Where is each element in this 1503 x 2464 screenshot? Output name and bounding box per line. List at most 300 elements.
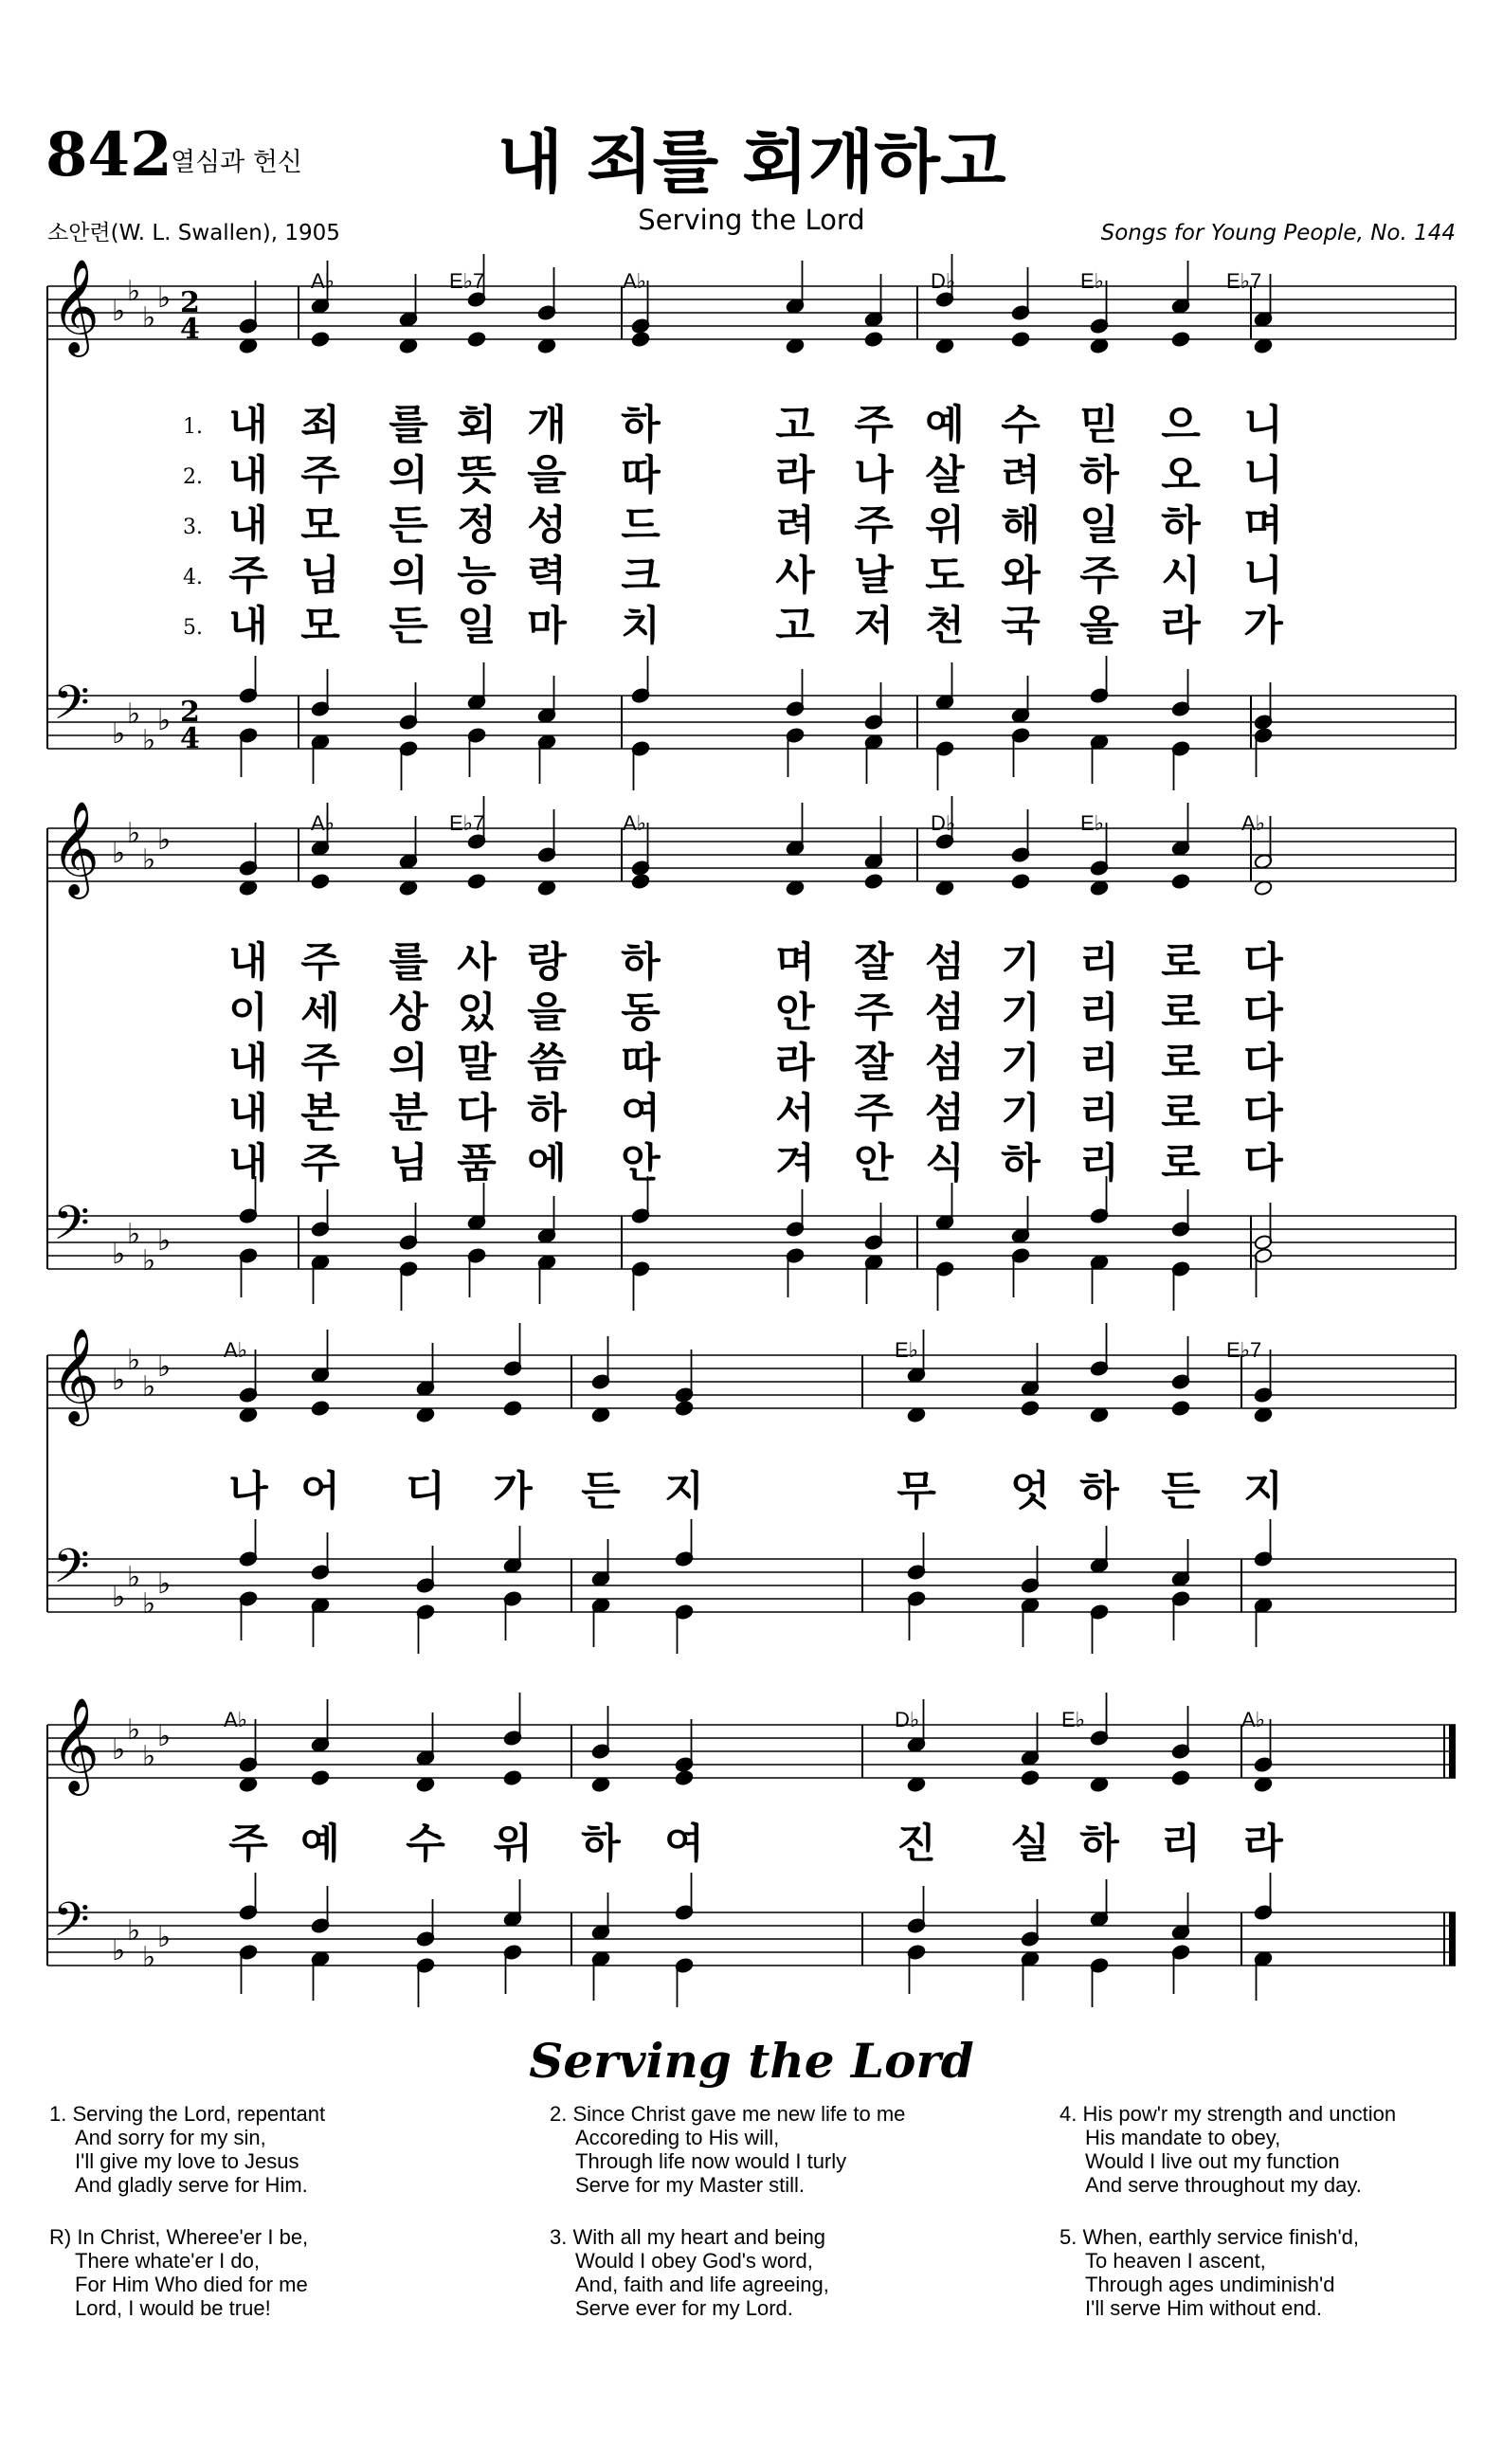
lyric-syllable: 려 bbox=[775, 502, 815, 550]
lyric-syllable: 든 bbox=[389, 603, 428, 650]
lyric-syllable: 잘 bbox=[854, 939, 894, 987]
lyric-syllable: 해 bbox=[1001, 502, 1041, 550]
lyric-syllable: 수 bbox=[406, 1821, 445, 1868]
lyric-syllable: 에 bbox=[527, 1140, 567, 1187]
verse-line: 5. When, earthly service finish'd, bbox=[1059, 2225, 1360, 2249]
verse-number: 3. bbox=[183, 516, 203, 539]
alto-note bbox=[907, 1776, 926, 1792]
lyric-syllable: 내 bbox=[228, 939, 268, 987]
lyric-syllable: 성 bbox=[527, 502, 567, 550]
lyric-syllable: 따 bbox=[621, 452, 661, 499]
alto-note bbox=[1171, 1769, 1190, 1785]
lyric-syllable: 다 bbox=[1243, 989, 1283, 1037]
verse-number: 5. bbox=[183, 616, 203, 640]
lyric-syllable: 며 bbox=[775, 939, 815, 987]
alto-note bbox=[786, 879, 805, 896]
chord-symbol: D♭ bbox=[895, 1708, 920, 1731]
source-credit: Songs for Young People, No. 144 bbox=[1100, 221, 1456, 245]
lyric-syllable: 다 bbox=[1243, 1040, 1283, 1087]
lyric-syllable: 믿 bbox=[1079, 402, 1119, 449]
lyric-syllable: 진 bbox=[896, 1821, 936, 1868]
lyric-syllable: 든 bbox=[1161, 1468, 1201, 1515]
alto-note bbox=[864, 331, 883, 347]
lyric-syllable: 오 bbox=[1161, 452, 1201, 499]
alto-note bbox=[786, 337, 805, 353]
lyric-syllable: 하 bbox=[581, 1821, 621, 1868]
lyric-syllable: 실 bbox=[1010, 1821, 1050, 1868]
lyric-syllable: 국 bbox=[1001, 603, 1041, 650]
flat-sign: ♭ bbox=[127, 698, 141, 731]
lyric-syllable: 모 bbox=[300, 603, 340, 650]
alto-note bbox=[537, 337, 556, 353]
chord-symbol: A♭ bbox=[1241, 811, 1266, 835]
lyric-syllable: 의 bbox=[389, 1040, 428, 1087]
alto-note bbox=[631, 873, 650, 889]
verse-line: And sorry for my sin, bbox=[75, 2126, 266, 2149]
alto-note bbox=[1090, 1406, 1109, 1422]
time-signature: 2 bbox=[180, 696, 200, 729]
lyric-syllable: 지 bbox=[1243, 1468, 1283, 1515]
verse-line: 3. With all my heart and being bbox=[550, 2225, 826, 2249]
flat-sign: ♭ bbox=[142, 843, 156, 877]
lyric-syllable: 섬 bbox=[925, 939, 965, 987]
lyric-syllable: 라 bbox=[1243, 1821, 1283, 1868]
lyric-syllable: 안 bbox=[854, 1140, 894, 1187]
lyric-syllable: 시 bbox=[1161, 553, 1201, 600]
lyric-syllable: 니 bbox=[1243, 553, 1283, 600]
alto-note bbox=[239, 879, 258, 896]
alto-note bbox=[1171, 873, 1190, 889]
lyric-syllable: 위 bbox=[493, 1821, 533, 1868]
chord-symbol: A♭ bbox=[623, 811, 647, 835]
lyric-syllable: 고 bbox=[775, 402, 815, 449]
lyric-syllable: 내 bbox=[228, 603, 268, 650]
flat-sign: ♭ bbox=[157, 1921, 172, 1954]
treble-clef: 𝄞 bbox=[51, 801, 100, 896]
lyric-syllable: 로 bbox=[1161, 1140, 1201, 1187]
alto-note bbox=[1254, 1776, 1273, 1792]
alto-note bbox=[311, 1400, 330, 1416]
alto-note bbox=[311, 1769, 330, 1785]
verse-line: Would I live out my function bbox=[1085, 2149, 1340, 2173]
lyric-syllable: 주 bbox=[854, 989, 894, 1037]
english-verse-2 bbox=[550, 2102, 905, 2197]
verse-line: There whate'er I do, bbox=[75, 2249, 260, 2273]
alto-note bbox=[399, 879, 418, 896]
time-signature: 4 bbox=[180, 313, 200, 346]
lyric-syllable: 섬 bbox=[925, 1090, 965, 1137]
lyric-syllable: 섬 bbox=[925, 1040, 965, 1087]
time-signature: 2 bbox=[180, 286, 200, 319]
alto-note bbox=[239, 1406, 258, 1422]
lyric-syllable: 내 bbox=[228, 1090, 268, 1137]
verse-line: Lord, I would be true! bbox=[75, 2296, 271, 2320]
flat-sign: ♭ bbox=[157, 704, 172, 737]
lyric-syllable: 라 bbox=[775, 1040, 815, 1087]
verse-line: Would I obey God's word, bbox=[575, 2249, 813, 2273]
english-verse-1 bbox=[49, 2102, 325, 2197]
hymn-category: 열심과 헌신 bbox=[171, 148, 302, 177]
bass-clef: 𝄢 bbox=[53, 1196, 90, 1262]
alto-note bbox=[1021, 1400, 1040, 1416]
alto-note bbox=[1090, 879, 1109, 896]
verse-number: 4. bbox=[183, 566, 203, 589]
lyric-syllable: 예 bbox=[300, 1821, 340, 1868]
lyric-syllable: 내 bbox=[228, 1140, 268, 1187]
flat-sign: ♭ bbox=[112, 1581, 126, 1614]
lyric-syllable: 안 bbox=[775, 989, 815, 1037]
verse-line: Through life now would I turly bbox=[575, 2149, 847, 2173]
lyric-syllable: 하 bbox=[1001, 1140, 1041, 1187]
lyric-syllable: 따 bbox=[621, 1040, 661, 1087]
lyric-syllable: 뜻 bbox=[457, 452, 497, 499]
alto-note bbox=[416, 1776, 435, 1792]
lyric-syllable: 라 bbox=[1161, 603, 1201, 650]
alto-note bbox=[1254, 879, 1273, 896]
alto-note bbox=[1011, 873, 1030, 889]
flat-sign: ♭ bbox=[142, 301, 156, 335]
lyric-syllable: 이 bbox=[228, 989, 268, 1037]
verse-number: 2. bbox=[183, 465, 203, 489]
flat-sign: ♭ bbox=[127, 1914, 141, 1948]
english-verses-title: Serving the Lord bbox=[529, 2033, 974, 2089]
lyric-syllable: 와 bbox=[1001, 553, 1041, 600]
lyric-syllable: 로 bbox=[1161, 1090, 1201, 1137]
flat-sign: ♭ bbox=[112, 295, 126, 328]
lyric-syllable: 리 bbox=[1079, 1040, 1119, 1087]
flat-sign: ♭ bbox=[112, 837, 126, 870]
flat-sign: ♭ bbox=[142, 1941, 156, 1974]
flat-sign: ♭ bbox=[157, 1350, 172, 1384]
verse-line: R) In Christ, Wheree'er I be, bbox=[49, 2225, 309, 2249]
chord-symbol: A♭ bbox=[1241, 1708, 1266, 1731]
alto-note bbox=[1090, 1776, 1109, 1792]
lyric-syllable: 여 bbox=[664, 1821, 704, 1868]
lyric-syllable: 날 bbox=[854, 553, 894, 600]
alto-note bbox=[675, 1769, 694, 1785]
lyric-syllable: 으 bbox=[1161, 402, 1201, 449]
lyric-syllable: 려 bbox=[1001, 452, 1041, 499]
flat-sign: ♭ bbox=[157, 1720, 172, 1753]
treble-clef: 𝄞 bbox=[51, 259, 100, 353]
flat-sign: ♭ bbox=[157, 281, 172, 315]
alto-note bbox=[1171, 331, 1190, 347]
lyric-syllable: 로 bbox=[1161, 989, 1201, 1037]
lyric-syllable: 사 bbox=[457, 939, 497, 987]
lyric-syllable: 리 bbox=[1161, 1821, 1201, 1868]
alto-note bbox=[503, 1400, 522, 1416]
lyric-syllable: 일 bbox=[1079, 502, 1119, 550]
lyric-syllable: 하 bbox=[1079, 452, 1119, 499]
lyric-syllable: 하 bbox=[1079, 1468, 1119, 1515]
lyric-syllable: 다 bbox=[457, 1090, 497, 1137]
chord-symbol: E♭7 bbox=[1226, 269, 1262, 293]
lyric-syllable: 본 bbox=[300, 1090, 340, 1137]
lyric-syllable: 있 bbox=[457, 989, 497, 1037]
alto-note bbox=[591, 1776, 610, 1792]
lyric-syllable: 디 bbox=[406, 1468, 445, 1515]
lyric-syllable: 주 bbox=[854, 502, 894, 550]
lyric-syllable: 여 bbox=[621, 1090, 661, 1137]
flat-sign: ♭ bbox=[142, 1370, 156, 1404]
flat-sign: ♭ bbox=[112, 717, 126, 751]
chord-symbol: E♭ bbox=[1080, 811, 1105, 835]
lyric-syllable: 품 bbox=[457, 1140, 497, 1187]
lyric-syllable: 식 bbox=[925, 1140, 965, 1187]
lyric-syllable: 능 bbox=[457, 553, 497, 600]
flat-sign: ♭ bbox=[142, 724, 156, 757]
lyric-syllable: 다 bbox=[1243, 939, 1283, 987]
lyric-syllable: 나 bbox=[228, 1468, 268, 1515]
verse-line: I'll serve Him without end. bbox=[1085, 2296, 1322, 2320]
chord-symbol: E♭ bbox=[1061, 1708, 1086, 1731]
verse-line: Through ages undiminish'd bbox=[1085, 2273, 1335, 2296]
chord-symbol: E♭7 bbox=[449, 811, 485, 835]
lyric-syllable: 세 bbox=[300, 989, 340, 1037]
lyric-syllable: 든 bbox=[581, 1468, 621, 1515]
chord-symbol: A♭ bbox=[224, 1708, 248, 1731]
lyric-syllable: 천 bbox=[925, 603, 965, 650]
verse-number: 1. bbox=[183, 415, 203, 439]
lyric-syllable: 력 bbox=[527, 553, 567, 600]
lyric-syllable: 을 bbox=[527, 452, 567, 499]
final-barline bbox=[1449, 1912, 1456, 1966]
chord-symbol: E♭ bbox=[1080, 269, 1105, 293]
lyric-syllable: 를 bbox=[389, 939, 428, 987]
chord-symbol: A♭ bbox=[623, 269, 647, 293]
chord-symbol: E♭ bbox=[895, 1338, 919, 1362]
lyric-syllable: 살 bbox=[925, 452, 965, 499]
lyric-syllable: 예 bbox=[925, 402, 965, 449]
chord-symbol: D♭ bbox=[931, 811, 956, 835]
flat-sign: ♭ bbox=[127, 817, 141, 850]
alto-note bbox=[864, 873, 883, 889]
chord-symbol: E♭7 bbox=[1226, 1338, 1262, 1362]
flat-sign: ♭ bbox=[112, 1934, 126, 1967]
lyric-syllable: 도 bbox=[925, 553, 965, 600]
hymn-number: 842 bbox=[45, 119, 172, 190]
lyric-syllable: 말 bbox=[457, 1040, 497, 1087]
flat-sign: ♭ bbox=[142, 1740, 156, 1773]
alto-note bbox=[675, 1400, 694, 1416]
lyric-syllable: 하 bbox=[621, 402, 661, 449]
lyric-syllable: 가 bbox=[1243, 603, 1283, 650]
lyric-syllable: 기 bbox=[1001, 989, 1041, 1037]
lyric-syllable: 을 bbox=[527, 989, 567, 1037]
verse-line: 2. Since Christ gave me new life to me bbox=[550, 2102, 906, 2126]
alto-note bbox=[1171, 1400, 1190, 1416]
lyric-syllable: 니 bbox=[1243, 402, 1283, 449]
lyric-syllable: 주 bbox=[1079, 553, 1119, 600]
flat-sign: ♭ bbox=[157, 1224, 172, 1258]
alto-note bbox=[1021, 1769, 1040, 1785]
english-subtitle: Serving the Lord bbox=[638, 204, 865, 236]
flat-sign: ♭ bbox=[112, 1733, 126, 1766]
alto-note bbox=[503, 1769, 522, 1785]
author-credit: 소안련(W. L. Swallen), 1905 bbox=[47, 221, 340, 245]
lyric-syllable: 내 bbox=[228, 1040, 268, 1087]
lyric-syllable: 리 bbox=[1079, 1140, 1119, 1187]
flat-sign: ♭ bbox=[127, 1218, 141, 1251]
alto-note bbox=[907, 1406, 926, 1422]
chord-symbol: D♭ bbox=[931, 269, 956, 293]
lyric-syllable: 고 bbox=[775, 603, 815, 650]
lyric-syllable: 섬 bbox=[925, 989, 965, 1037]
lyric-syllable: 죄 bbox=[300, 402, 340, 449]
verse-line: 1. Serving the Lord, repentant bbox=[49, 2102, 326, 2126]
lyric-syllable: 드 bbox=[621, 502, 661, 550]
flat-sign: ♭ bbox=[157, 1567, 172, 1601]
lyric-syllable: 나 bbox=[854, 452, 894, 499]
bass-clef: 𝄢 bbox=[53, 1893, 90, 1959]
lyric-syllable: 무 bbox=[896, 1468, 936, 1515]
lyric-syllable: 크 bbox=[621, 553, 661, 600]
lyric-syllable: 하 bbox=[527, 1090, 567, 1137]
lyric-syllable: 리 bbox=[1079, 939, 1119, 987]
lyric-syllable: 수 bbox=[1001, 402, 1041, 449]
verse-line: For Him Who died for me bbox=[75, 2273, 308, 2296]
lyric-syllable: 치 bbox=[621, 603, 661, 650]
chord-symbol: A♭ bbox=[224, 1338, 248, 1362]
lyric-syllable: 지 bbox=[664, 1468, 704, 1515]
lyric-syllable: 주 bbox=[228, 553, 268, 600]
lyric-syllable: 주 bbox=[854, 1090, 894, 1137]
final-barline bbox=[1449, 1725, 1456, 1778]
chord-symbol: A♭ bbox=[311, 269, 335, 293]
lyric-syllable: 주 bbox=[854, 402, 894, 449]
lyric-syllable: 분 bbox=[389, 1090, 428, 1137]
treble-clef: 𝄞 bbox=[51, 1697, 100, 1792]
lyric-syllable: 든 bbox=[389, 502, 428, 550]
lyric-syllable: 엇 bbox=[1010, 1468, 1050, 1515]
lyric-syllable: 리 bbox=[1079, 1090, 1119, 1137]
lyric-syllable: 주 bbox=[300, 939, 340, 987]
english-refrain bbox=[49, 2225, 308, 2320]
alto-note bbox=[311, 331, 330, 347]
lyric-syllable: 상 bbox=[389, 989, 428, 1037]
alto-note bbox=[239, 337, 258, 353]
verse-line: Accoreding to His will, bbox=[575, 2126, 780, 2149]
chord-symbol: E♭7 bbox=[449, 269, 485, 293]
lyric-syllable: 의 bbox=[389, 452, 428, 499]
alto-note bbox=[416, 1406, 435, 1422]
alto-note bbox=[467, 331, 486, 347]
lyric-syllable: 하 bbox=[621, 939, 661, 987]
lyric-syllable: 라 bbox=[775, 452, 815, 499]
lyric-syllable: 가 bbox=[493, 1468, 533, 1515]
lyric-syllable: 를 bbox=[389, 402, 428, 449]
alto-note bbox=[399, 337, 418, 353]
flat-sign: ♭ bbox=[112, 1364, 126, 1397]
lyric-syllable: 개 bbox=[527, 402, 567, 449]
lyric-syllable: 회 bbox=[457, 402, 497, 449]
bass-clef: 𝄢 bbox=[53, 676, 90, 742]
lyric-syllable: 의 bbox=[389, 553, 428, 600]
lyric-syllable: 기 bbox=[1001, 1090, 1041, 1137]
lyric-syllable: 씀 bbox=[527, 1040, 567, 1087]
lyric-syllable: 님 bbox=[300, 553, 340, 600]
lyric-syllable: 기 bbox=[1001, 1040, 1041, 1087]
lyric-syllable: 사 bbox=[775, 553, 815, 600]
lyric-syllable: 서 bbox=[775, 1090, 815, 1137]
verse-line: And serve throughout my day. bbox=[1085, 2173, 1362, 2197]
flat-sign: ♭ bbox=[127, 1344, 141, 1377]
lyric-syllable: 주 bbox=[300, 1140, 340, 1187]
flat-sign: ♭ bbox=[142, 1244, 156, 1277]
lyric-syllable: 동 bbox=[621, 989, 661, 1037]
verse-line: His mandate to obey, bbox=[1085, 2126, 1281, 2149]
lyric-syllable: 니 bbox=[1243, 452, 1283, 499]
verse-line: 4. His pow'r my strength and unction bbox=[1059, 2102, 1397, 2126]
lyric-syllable: 로 bbox=[1161, 1040, 1201, 1087]
lyric-syllable: 위 bbox=[925, 502, 965, 550]
flat-sign: ♭ bbox=[127, 1561, 141, 1594]
flat-sign: ♭ bbox=[112, 1238, 126, 1271]
hymn-title-text: 내 죄를 회개하고 bbox=[497, 122, 1006, 202]
lyric-syllable: 정 bbox=[457, 502, 497, 550]
flat-sign: ♭ bbox=[142, 1587, 156, 1621]
bass-clef: 𝄢 bbox=[53, 1539, 90, 1605]
lyric-syllable: 다 bbox=[1243, 1090, 1283, 1137]
verse-line: I'll give my love to Jesus bbox=[75, 2149, 299, 2173]
english-verse-3 bbox=[550, 2225, 829, 2320]
alto-note bbox=[239, 1776, 258, 1792]
alto-note bbox=[591, 1406, 610, 1422]
lyric-syllable: 일 bbox=[457, 603, 497, 650]
lyric-syllable: 랑 bbox=[527, 939, 567, 987]
lyric-syllable: 리 bbox=[1079, 989, 1119, 1037]
verse-line: And gladly serve for Him. bbox=[75, 2173, 308, 2197]
lyric-syllable: 주 bbox=[300, 452, 340, 499]
lyric-syllable: 내 bbox=[228, 502, 268, 550]
lyric-syllable: 내 bbox=[228, 402, 268, 449]
chord-symbol: A♭ bbox=[311, 811, 335, 835]
lyric-syllable: 어 bbox=[300, 1468, 340, 1515]
lyric-syllable: 마 bbox=[527, 603, 567, 650]
lyric-syllable: 저 bbox=[854, 603, 894, 650]
lyric-syllable: 안 bbox=[621, 1140, 661, 1187]
lyric-syllable: 하 bbox=[1161, 502, 1201, 550]
time-signature: 4 bbox=[180, 722, 200, 755]
verse-line: Serve for my Master still. bbox=[575, 2173, 806, 2197]
lyric-syllable: 주 bbox=[228, 1821, 268, 1868]
lyric-syllable: 하 bbox=[1079, 1821, 1119, 1868]
lyric-syllable: 모 bbox=[300, 502, 340, 550]
lyric-syllable: 주 bbox=[300, 1040, 340, 1087]
lyric-syllable: 다 bbox=[1243, 1140, 1283, 1187]
verse-line: And, faith and life agreeing, bbox=[575, 2273, 829, 2296]
alto-note bbox=[1090, 337, 1109, 353]
flat-sign: ♭ bbox=[127, 1713, 141, 1747]
alto-note bbox=[1254, 337, 1273, 353]
alto-note bbox=[467, 873, 486, 889]
english-verse-5 bbox=[1059, 2225, 1359, 2320]
verse-line: Serve ever for my Lord. bbox=[575, 2296, 793, 2320]
lyric-syllable: 올 bbox=[1079, 603, 1119, 650]
alto-note bbox=[1011, 331, 1030, 347]
english-verse-4 bbox=[1059, 2102, 1396, 2197]
alto-note bbox=[631, 331, 650, 347]
alto-note bbox=[537, 879, 556, 896]
lyric-syllable: 기 bbox=[1001, 939, 1041, 987]
alto-note bbox=[935, 337, 954, 353]
alto-note bbox=[311, 873, 330, 889]
lyric-syllable: 잘 bbox=[854, 1040, 894, 1087]
lyric-syllable: 겨 bbox=[775, 1140, 815, 1187]
flat-sign: ♭ bbox=[127, 275, 141, 308]
lyric-syllable: 님 bbox=[389, 1140, 428, 1187]
alto-note bbox=[935, 879, 954, 896]
